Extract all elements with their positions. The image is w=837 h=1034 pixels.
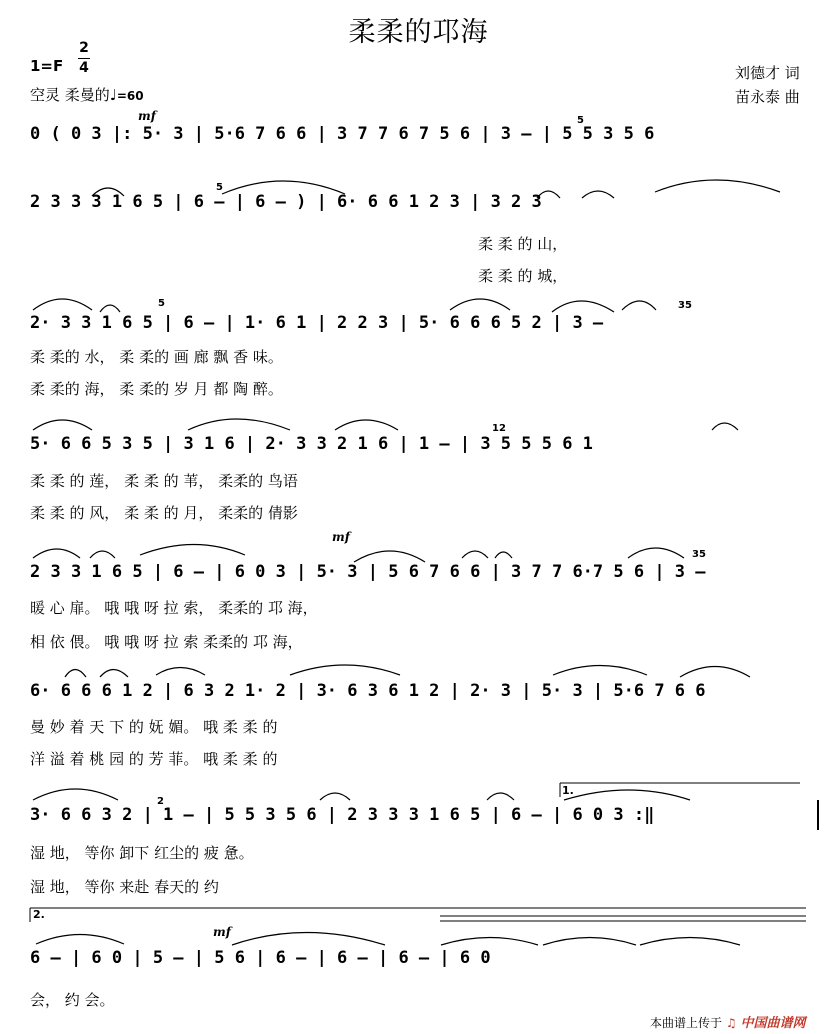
slur xyxy=(140,545,245,556)
slur xyxy=(441,938,538,946)
grace-note: 5 xyxy=(577,115,584,126)
slur xyxy=(33,789,118,800)
site-logo-icon: ♫ xyxy=(725,1016,737,1030)
slur xyxy=(495,552,512,558)
notation-row-4: 5· 6 6 5 3 5 | 3 1 6 | 2· 3 3 2 1 6 | 1 – | 3 5 5 5 6 1 xyxy=(30,434,593,454)
slur xyxy=(712,423,738,430)
grace-note: 5 xyxy=(216,182,223,193)
dynamic-mf: mf xyxy=(138,109,156,123)
slur xyxy=(680,667,750,678)
slur xyxy=(354,551,425,562)
slur xyxy=(33,420,92,430)
slur xyxy=(564,790,690,800)
notation-row-1: 0 ( 0 3 |: 5· 3 | 5·6 7 6 6 | 3 7 7 6 7 5 6 | 3 – | 5 5 3 5 6 xyxy=(30,124,655,144)
lyric-row-2-verse-1: 柔 柔 的 山， xyxy=(478,235,568,253)
slur xyxy=(487,793,514,800)
slur xyxy=(320,793,350,800)
slur xyxy=(640,938,740,946)
meter-top: 2 xyxy=(79,40,89,56)
slur xyxy=(100,670,128,678)
slur xyxy=(232,933,385,946)
notation-row-5: 2 3 3 1 6 5 | 6 – | 6 0 3 | 5· 3 | 5 6 7 6 6 | 3 7 7 6·7 5 6 | 3 – xyxy=(30,562,706,582)
lyric-row-8: 会， 约 会。 xyxy=(30,991,115,1009)
expression-text: 空灵 柔曼的 xyxy=(30,86,110,104)
slur xyxy=(222,181,345,194)
lyric-row-2-verse-2: 柔 柔 的 城， xyxy=(478,267,568,285)
slur xyxy=(655,180,780,192)
footer-text: 本曲谱上传于 xyxy=(650,1016,723,1030)
grace-note: 2 xyxy=(157,796,164,807)
tie-lines xyxy=(440,916,806,921)
slur xyxy=(335,420,398,430)
tempo-bpm: =60 xyxy=(116,89,144,103)
lyric-row-3-verse-1: 柔 柔的 水， 柔 柔的 画 廊 飘 香 味。 xyxy=(30,348,283,366)
slur xyxy=(36,935,124,945)
slur xyxy=(33,299,92,310)
notation-row-3: 2· 3 3 1 6 5 | 6 – | 1· 6 1 | 2 2 3 | 5· 6 6 6 5 2 | 3 – xyxy=(30,313,604,333)
slur xyxy=(33,549,80,558)
slur xyxy=(628,548,684,558)
lyric-row-3-verse-2: 柔 柔的 海， 柔 柔的 岁 月 都 陶 醉。 xyxy=(30,380,283,398)
slur xyxy=(552,301,614,312)
volta-second-ending: 2. xyxy=(33,908,45,921)
grace-note: 12 xyxy=(492,423,506,434)
grace-note: 35 xyxy=(678,300,692,311)
lyric-row-4-verse-1: 柔 柔 的 莲， 柔 柔 的 苇， 柔柔的 鸟语 xyxy=(30,472,298,490)
slur xyxy=(462,551,488,558)
dynamic-mf: mf xyxy=(332,530,350,544)
lyric-row-4-verse-2: 柔 柔 的 风， 柔 柔 的 月， 柔柔的 倩影 xyxy=(30,504,298,522)
notation-row-8: 6 – | 6 0 | 5 – | 5 6 | 6 – | 6 – | 6 – | 6 0 xyxy=(30,948,491,968)
lyricist-credit: 刘德才 词 xyxy=(735,64,800,82)
meter-bottom: 4 xyxy=(79,60,89,76)
volta-first-ending: 1. xyxy=(562,784,574,797)
notation-row-6: 6· 6 6 6 1 2 | 6 3 2 1· 2 | 3· 6 3 6 1 2 | 2· 3 | 5· 3 | 5·6 7 6 6 xyxy=(30,681,706,701)
lyric-row-5-verse-2: 相 依 偎。 哦 哦 呀 拉 索 柔柔的 邛 海， xyxy=(30,633,303,651)
composer-credit: 苗永泰 曲 xyxy=(735,88,800,106)
slur xyxy=(582,191,614,198)
footer-brand: 中国曲谱网 xyxy=(740,1016,806,1031)
lyric-row-5-verse-1: 暖 心 扉。 哦 哦 呀 拉 索， 柔柔的 邛 海， xyxy=(30,599,318,617)
slur xyxy=(553,666,647,676)
slur xyxy=(100,305,120,312)
lyric-row-6-verse-2: 洋 溢 着 桃 园 的 芳 菲。 哦 柔 柔 的 xyxy=(30,750,278,768)
song-title: 柔柔的邛海 xyxy=(348,17,489,48)
grace-note: 35 xyxy=(692,549,706,560)
lyric-row-7-verse-1: 湿 地， 等你 卸下 红尘的 疲 惫。 xyxy=(30,844,254,862)
slur xyxy=(92,188,124,196)
volta-lines xyxy=(30,783,806,922)
grace-note: 5 xyxy=(158,298,165,309)
slur-marks xyxy=(33,180,780,945)
lyric-row-6-verse-1: 曼 妙 着 天 下 的 妩 媚。 哦 柔 柔 的 xyxy=(30,718,278,736)
slur xyxy=(90,551,115,558)
key-signature: 1=F xyxy=(30,57,64,75)
slur xyxy=(543,938,636,946)
dynamic-mf: mf xyxy=(213,925,231,939)
slur xyxy=(450,299,510,310)
notation-row-7: 3· 6 6 3 2 | 1 – | 5 5 3 5 6 | 2 3 3 3 1 6 5 | 6 – | 6 0 3 :‖ xyxy=(30,805,655,825)
slur xyxy=(188,419,290,430)
quarter-note-icon: ♩ xyxy=(109,86,117,104)
lyric-row-7-verse-2: 湿 地， 等你 来赴 春天的 约 xyxy=(30,878,219,896)
slur xyxy=(290,665,400,675)
footer-upload-note xyxy=(650,1012,805,1031)
slur xyxy=(622,301,656,310)
slur xyxy=(537,191,560,198)
notation-row-2: 2 3 3 3 1 6 5 | 6 – | 6 – ) | 6· 6 6 1 2 3 | 3 2 3 xyxy=(30,192,542,212)
slur xyxy=(156,668,205,676)
slur xyxy=(65,670,86,678)
